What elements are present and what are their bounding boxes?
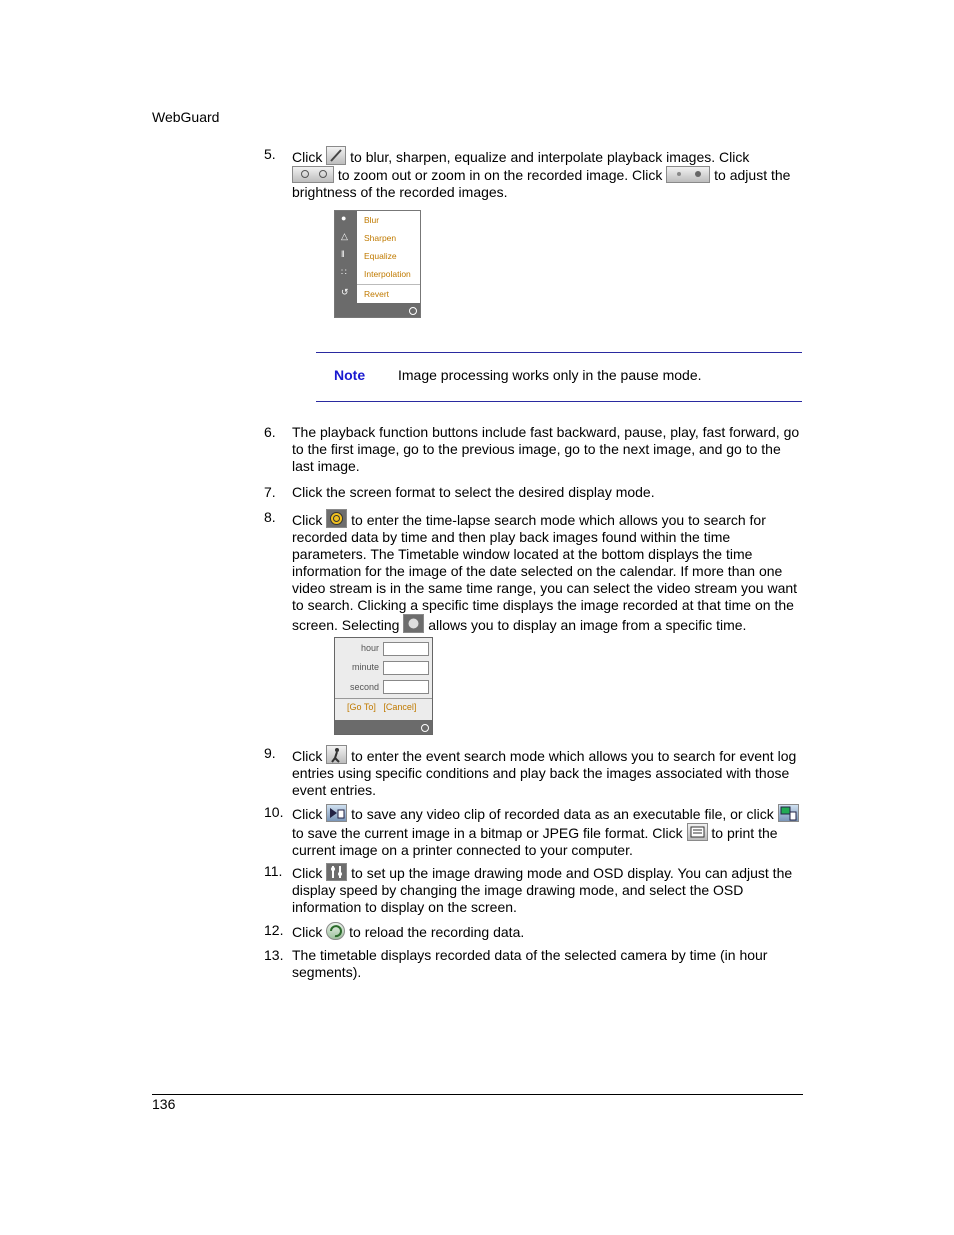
second-label: second [349, 682, 379, 692]
step-11-number: 11. [264, 863, 283, 879]
reload-icon[interactable] [326, 922, 345, 940]
running-header: WebGuard [152, 109, 220, 125]
step-8-number: 8. [264, 509, 276, 525]
go-to-time-icon[interactable] [403, 614, 424, 633]
step-5-b: to blur, sharpen, equalize and interpolate playback images. Click [350, 149, 750, 165]
step-10-number: 10. [264, 804, 284, 820]
interpolation-icon: ∷ [341, 267, 347, 277]
step-8-b: to enter the time-lapse search mode which allows you to search for recorded data by time and then play back images found within the time parameters. The Timetable window located at the bottom displays the time information for the image of the date selected on the calendar. If more than one video stream is in the same time range, you can select the video stream you want to search. Clicking a specific time displays the image recorded at that time on the screen. Selecting [292, 512, 798, 633]
step-9-b: to enter the event search mode which allows you to search for event log entries using specific conditions and play back the images associated with those event entries. [292, 748, 797, 798]
step-8-c: allows you to display an image from a specific time. [428, 617, 747, 633]
step-7-number: 7. [264, 484, 276, 500]
settings-icon [421, 724, 429, 732]
step-9-a: Click [292, 748, 323, 764]
minute-label: minute [351, 662, 379, 672]
step-10-b: to save any video clip of recorded data as an executable file, or click [351, 806, 774, 822]
step-5-c: to zoom out or zoom in on the recorded image. Click [337, 167, 663, 183]
revert-icon: ↺ [341, 287, 349, 297]
step-10-d: to print the current image on a printer connected to your computer. [292, 825, 778, 858]
dialog-footer [335, 720, 432, 734]
step-10-text [292, 804, 802, 859]
dialog-buttons [347, 702, 416, 712]
step-5-d: to adjust the brightness of the recorded images. [292, 167, 791, 200]
sharpen-icon: △ [341, 231, 348, 241]
note-label: Note [334, 367, 366, 383]
display-setup-icon[interactable] [326, 863, 347, 881]
dialog-divider [335, 698, 432, 699]
step-10-c: to save the current image in a bitmap or JPEG file format. Click [292, 825, 683, 841]
note-box [316, 352, 802, 402]
note-text: Image processing works only in the pause mode. [398, 367, 702, 383]
step-12-number: 12. [264, 922, 284, 938]
step-5-text [292, 146, 802, 201]
menu-item-interpolation[interactable]: Interpolation [364, 269, 411, 279]
step-11-text [292, 863, 802, 916]
second-field[interactable] [383, 680, 429, 694]
settings-icon [409, 307, 417, 315]
image-processing-icon[interactable] [326, 146, 346, 165]
step-13-number: 13. [264, 947, 284, 963]
blur-icon: ● [341, 213, 347, 223]
image-processing-menu [334, 210, 421, 318]
go-to-time-dialog [334, 637, 433, 735]
step-10-a: Click [292, 806, 323, 822]
menu-footer [335, 303, 420, 317]
menu-item-sharpen[interactable]: Sharpen [364, 233, 397, 243]
step-12-b: to reload the recording data. [349, 924, 525, 940]
print-icon[interactable] [687, 823, 708, 841]
zoom-out-in-icon[interactable] [292, 166, 334, 183]
step-7-text: Click the screen format to select the desired display mode. [292, 484, 655, 500]
step-5-a: Click [292, 149, 323, 165]
step-11-b: to set up the image drawing mode and OSD display. You can adjust the display speed by changing the image drawing mode, and select the OSD information to display on the screen. [292, 865, 793, 915]
menu-item-blur[interactable]: Blur [364, 215, 380, 225]
menu-item-equalize[interactable]: Equalize [364, 251, 397, 261]
step-6-text: The playback function buttons include fast backward, pause, play, fast forward, go to the first image, go to the previous image, go to the next image, and go to the last image. [292, 424, 800, 474]
cancel-button[interactable]: [Cancel] [383, 702, 417, 712]
step-6-number: 6. [264, 424, 276, 440]
step-8-text [292, 509, 802, 634]
footer-rule [152, 1094, 803, 1095]
step-9-number: 9. [264, 745, 276, 761]
menu-item-revert[interactable]: Revert [364, 289, 390, 299]
event-search-icon[interactable] [326, 745, 347, 764]
step-5-number: 5. [264, 146, 276, 162]
hour-label: hour [360, 643, 379, 653]
step-12-text [292, 922, 802, 941]
step-12-a: Click [292, 924, 323, 940]
step-13-text: The timetable displays recorded data of the selected camera by time (in hour segments). [292, 947, 768, 980]
step-9-text [292, 745, 802, 799]
time-lapse-search-icon[interactable] [326, 509, 347, 528]
page-number: 136 [152, 1096, 176, 1112]
step-8-a: Click [292, 512, 323, 528]
hour-field[interactable] [383, 642, 429, 656]
equalize-icon: ‖ [341, 249, 345, 259]
save-image-icon[interactable] [778, 804, 799, 822]
go-to-button[interactable]: [Go To] [347, 702, 376, 712]
minute-field[interactable] [383, 661, 429, 675]
brightness-icon[interactable] [666, 166, 710, 183]
save-clip-icon[interactable] [326, 804, 347, 822]
step-11-a: Click [292, 865, 323, 881]
menu-separator [357, 284, 420, 285]
